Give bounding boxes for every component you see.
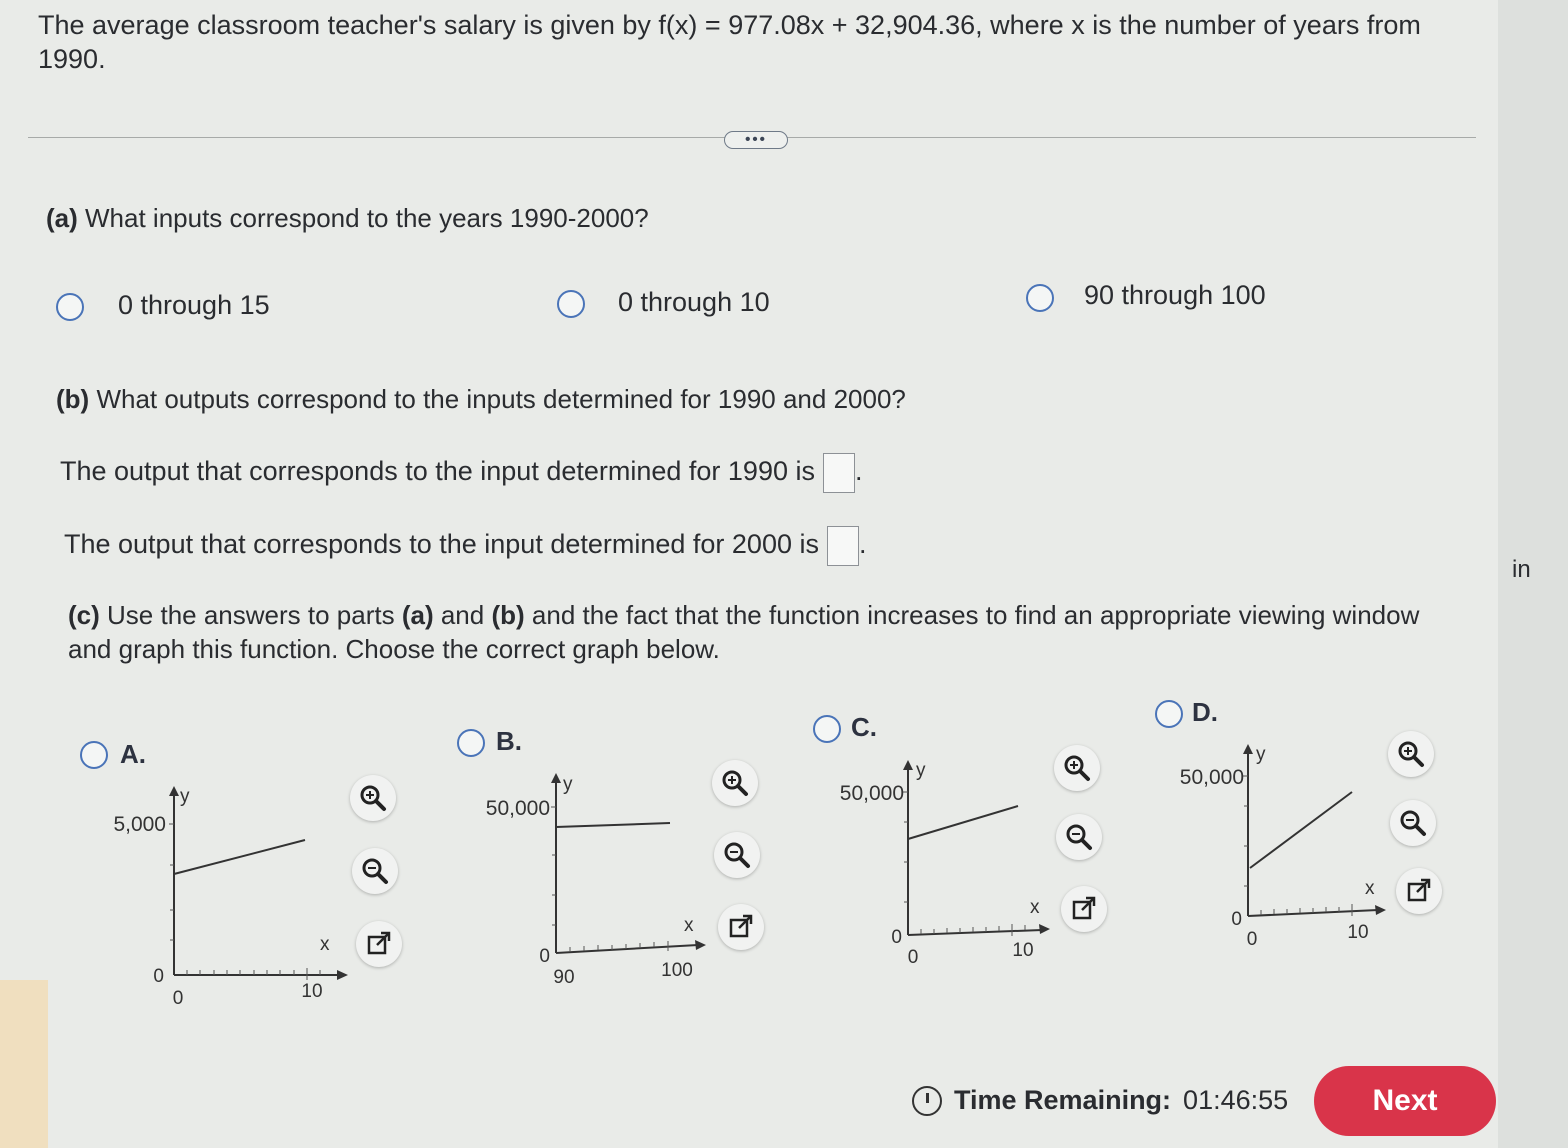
part-c-b-ref: (b) (491, 600, 525, 630)
zoom-in-icon (358, 783, 388, 813)
x-axis-arrow (1039, 924, 1050, 934)
x-start-label: 0 (172, 988, 184, 1005)
x-end-label: 10 (1347, 922, 1369, 943)
x-end-label: 100 (661, 960, 693, 981)
function-line (174, 840, 305, 874)
y-tick-label: 50,000 (1179, 766, 1244, 789)
open-graph-button-a[interactable] (356, 921, 402, 967)
y-tick-label: 50,000 (485, 797, 550, 820)
zoom-out-button-a[interactable] (352, 848, 398, 894)
zoom-out-icon (722, 840, 752, 870)
zoom-in-icon (1062, 753, 1092, 783)
part-c-question (68, 598, 1458, 666)
option-label-a2[interactable]: 0 through 10 (618, 287, 770, 317)
y-axis-arrow (1243, 744, 1253, 754)
choice-a-label[interactable]: A. (120, 739, 146, 769)
part-c-label: (c) (68, 600, 100, 630)
part-c-and: and (440, 600, 485, 630)
zoom-in-button-d[interactable] (1388, 731, 1434, 777)
output-1990-text: The output that corresponds to the input determined for 1990 is (60, 456, 815, 487)
output-1990-line (60, 453, 863, 493)
radio-choice-b[interactable] (457, 729, 485, 757)
zoom-out-button-b[interactable] (714, 832, 760, 878)
x-start-label: 90 (553, 967, 575, 988)
x-axis-label: x (1030, 897, 1040, 918)
answer-input-1990[interactable] (823, 453, 855, 493)
external-link-icon (1070, 895, 1098, 923)
open-graph-button-c[interactable] (1061, 886, 1107, 932)
timer-label: Time Remaining: (954, 1085, 1172, 1115)
function-line (556, 823, 670, 827)
part-c-a-ref: (a) (401, 600, 434, 630)
y-axis-label: y (563, 774, 573, 795)
x-axis (556, 945, 698, 953)
radio-choice-c[interactable] (813, 715, 841, 743)
y-axis-label: y (1256, 744, 1266, 765)
option-label-a1[interactable]: 0 through 15 (118, 290, 270, 320)
x-axis-arrow (337, 970, 348, 980)
external-link-icon (365, 930, 393, 958)
part-a-text: What inputs correspond to the years 1990-2000? (85, 203, 649, 233)
part-a-label: (a) (46, 203, 78, 233)
zoom-in-icon (1396, 739, 1426, 769)
zoom-out-icon (360, 856, 390, 886)
clock-icon (912, 1086, 942, 1116)
part-c-text-2: and the fact that the function increases to find an appropriate viewing window and graph this function. Choose the correct graph below. (68, 600, 1420, 664)
y-axis-arrow (551, 773, 561, 783)
y-axis-label: y (916, 760, 926, 781)
option-label-a3[interactable]: 90 through 100 (1084, 280, 1266, 310)
origin-label: 0 (891, 927, 902, 948)
x-start-label: 0 (907, 947, 919, 967)
part-c-text-1: Use the answers to parts (107, 600, 395, 630)
y-axis-arrow (169, 786, 179, 796)
zoom-out-icon (1398, 808, 1428, 838)
zoom-in-button-b[interactable] (712, 760, 758, 806)
x-end-label: 10 (1012, 940, 1034, 961)
open-graph-button-b[interactable] (718, 904, 764, 950)
zoom-in-icon (720, 768, 750, 798)
origin-label: 0 (539, 946, 550, 967)
y-tick-label: 5,000 (113, 813, 166, 836)
zoom-out-button-c[interactable] (1056, 814, 1102, 860)
external-link-icon (727, 913, 755, 941)
right-background (1498, 0, 1568, 1148)
background-tint (0, 980, 48, 1148)
graph-choice-b[interactable] (470, 765, 720, 990)
x-start-label: 0 (1246, 929, 1258, 948)
x-axis-label: x (684, 915, 694, 936)
part-b-question (56, 384, 906, 415)
part-b-text: What outputs correspond to the inputs determined for 1990 and 2000? (96, 384, 906, 414)
x-axis-arrow (1375, 905, 1386, 915)
y-axis-label: y (180, 786, 190, 807)
radio-choice-d[interactable] (1155, 700, 1183, 728)
radio-option-a3[interactable] (1026, 284, 1054, 312)
zoom-in-button-c[interactable] (1054, 745, 1100, 791)
zoom-in-button-a[interactable] (350, 775, 396, 821)
x-axis (908, 930, 1042, 935)
part-b-label: (b) (56, 384, 90, 414)
x-axis-arrow (695, 940, 706, 950)
problem-stem: The average classroom teacher's salary is given by f(x) = 977.08x + 32,904.36, where x is the number of years from 1990. (38, 10, 1421, 74)
more-button[interactable]: ••• (724, 131, 788, 149)
period-2000: . (858, 529, 867, 560)
radio-choice-a[interactable] (80, 741, 108, 769)
function-line (908, 806, 1018, 839)
zoom-out-button-d[interactable] (1390, 800, 1436, 846)
origin-label: 0 (1231, 909, 1242, 930)
choice-c-label[interactable]: C. (851, 712, 877, 742)
graph-choice-c[interactable] (820, 752, 1070, 967)
open-graph-button-d[interactable] (1396, 868, 1442, 914)
y-tick-label: 50,000 (839, 782, 904, 805)
part-a-question (46, 203, 649, 234)
graph-choice-d[interactable] (1160, 736, 1400, 948)
timer-value: 01:46:55 (1183, 1085, 1289, 1115)
choice-d-label[interactable]: D. (1192, 697, 1218, 727)
external-link-icon (1405, 877, 1433, 905)
output-2000-line (64, 526, 867, 566)
zoom-out-icon (1064, 822, 1094, 852)
period-1990: . (854, 456, 863, 487)
radio-option-a1[interactable] (56, 293, 84, 321)
next-button[interactable]: Next (1314, 1066, 1496, 1136)
time-remaining (912, 1085, 1288, 1116)
side-note-text: in (1512, 556, 1531, 583)
y-axis-arrow (903, 760, 913, 770)
radio-option-a2[interactable] (557, 290, 585, 318)
choice-b-label[interactable]: B. (496, 726, 522, 756)
answer-input-2000[interactable] (827, 526, 859, 566)
function-line (1250, 792, 1352, 868)
graph-choice-a[interactable] (90, 780, 360, 1005)
x-axis-label: x (320, 934, 330, 955)
x-axis-label: x (1365, 878, 1375, 899)
origin-label: 0 (153, 966, 164, 987)
x-end-label: 10 (301, 981, 323, 1002)
output-2000-text: The output that corresponds to the input determined for 2000 is (64, 529, 819, 560)
